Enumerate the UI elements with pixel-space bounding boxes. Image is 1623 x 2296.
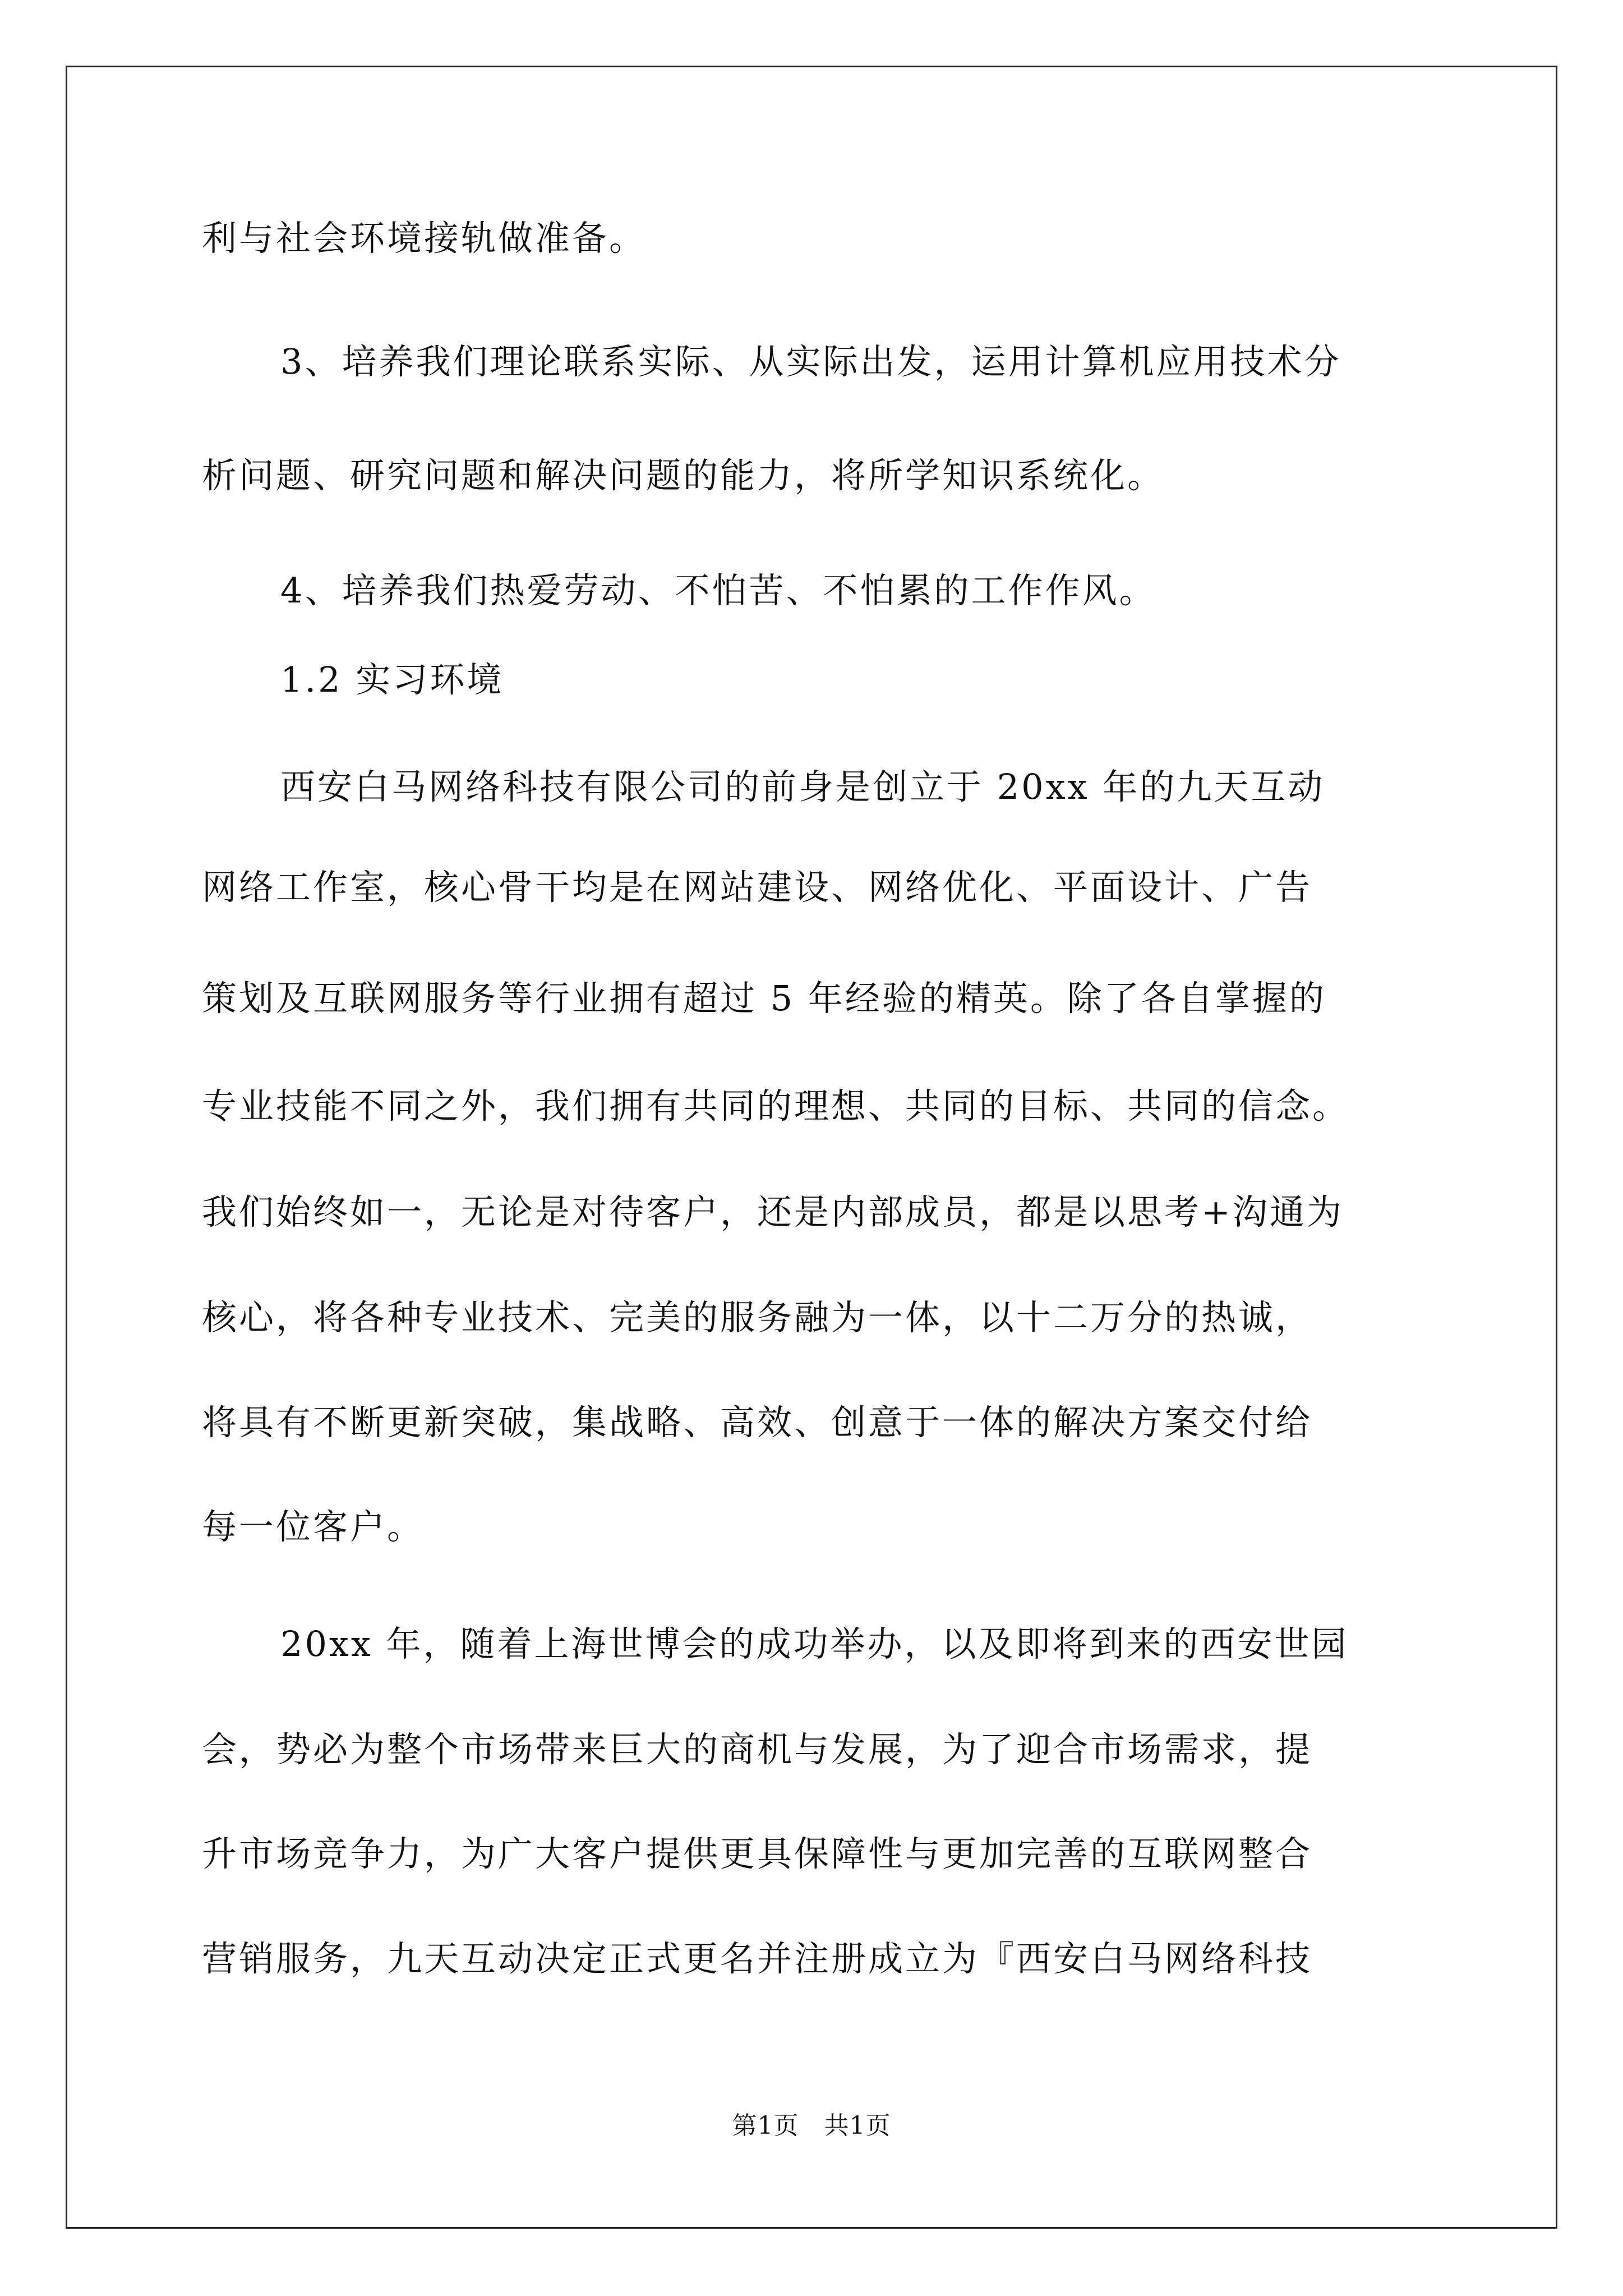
text-line: 析问题、研究问题和解决问题的能力，将所学知识系统化。 (202, 455, 1165, 496)
text-line: 20xx 年，随着上海世博会的成功举办，以及即将到来的西安世园 (280, 1623, 1349, 1664)
text-line: 会，势必为整个市场带来巨大的商机与发展，为了迎合市场需求，提 (202, 1729, 1313, 1770)
section-heading: 1.2 实习环境 (280, 659, 504, 700)
text-line: 每一位客户。 (202, 1506, 425, 1547)
text-line: 利与社会环境接轨做准备。 (202, 218, 647, 259)
page-border (66, 66, 1557, 2229)
text-line: 3、培养我们理论联系实际、从实际出发，运用计算机应用技术分 (280, 341, 1341, 382)
text-line: 将具有不断更新突破，集战略、高效、创意于一体的解决方案交付给 (202, 1402, 1313, 1443)
text-line: 营销服务，九天互动决定正式更名并注册成立为『西安白马网络科技 (202, 1938, 1313, 1979)
text-line: 专业技能不同之外，我们拥有共同的理想、共同的目标、共同的信念。 (202, 1085, 1350, 1126)
text-line: 策划及互联网服务等行业拥有超过 5 年经验的精英。除了各自掌握的 (202, 978, 1326, 1019)
text-line: 我们始终如一，无论是对待客户，还是内部成员，都是以思考+沟通为 (202, 1191, 1344, 1232)
text-line: 核心，将各种专业技术、完美的服务融为一体，以十二万分的热诚， (202, 1297, 1313, 1338)
text-line: 4、培养我们热爱劳动、不怕苦、不怕累的工作作风。 (280, 570, 1156, 611)
page-footer: 第1页 共1页 (732, 2111, 891, 2140)
text-line: 西安白马网络科技有限公司的前身是创立于 20xx 年的九天互动 (280, 766, 1325, 807)
text-line: 网络工作室，核心骨干均是在网站建设、网络优化、平面设计、广告 (202, 867, 1313, 908)
text-line: 升市场竞争力，为广大客户提供更具保障性与更加完善的互联网整合 (202, 1833, 1313, 1874)
